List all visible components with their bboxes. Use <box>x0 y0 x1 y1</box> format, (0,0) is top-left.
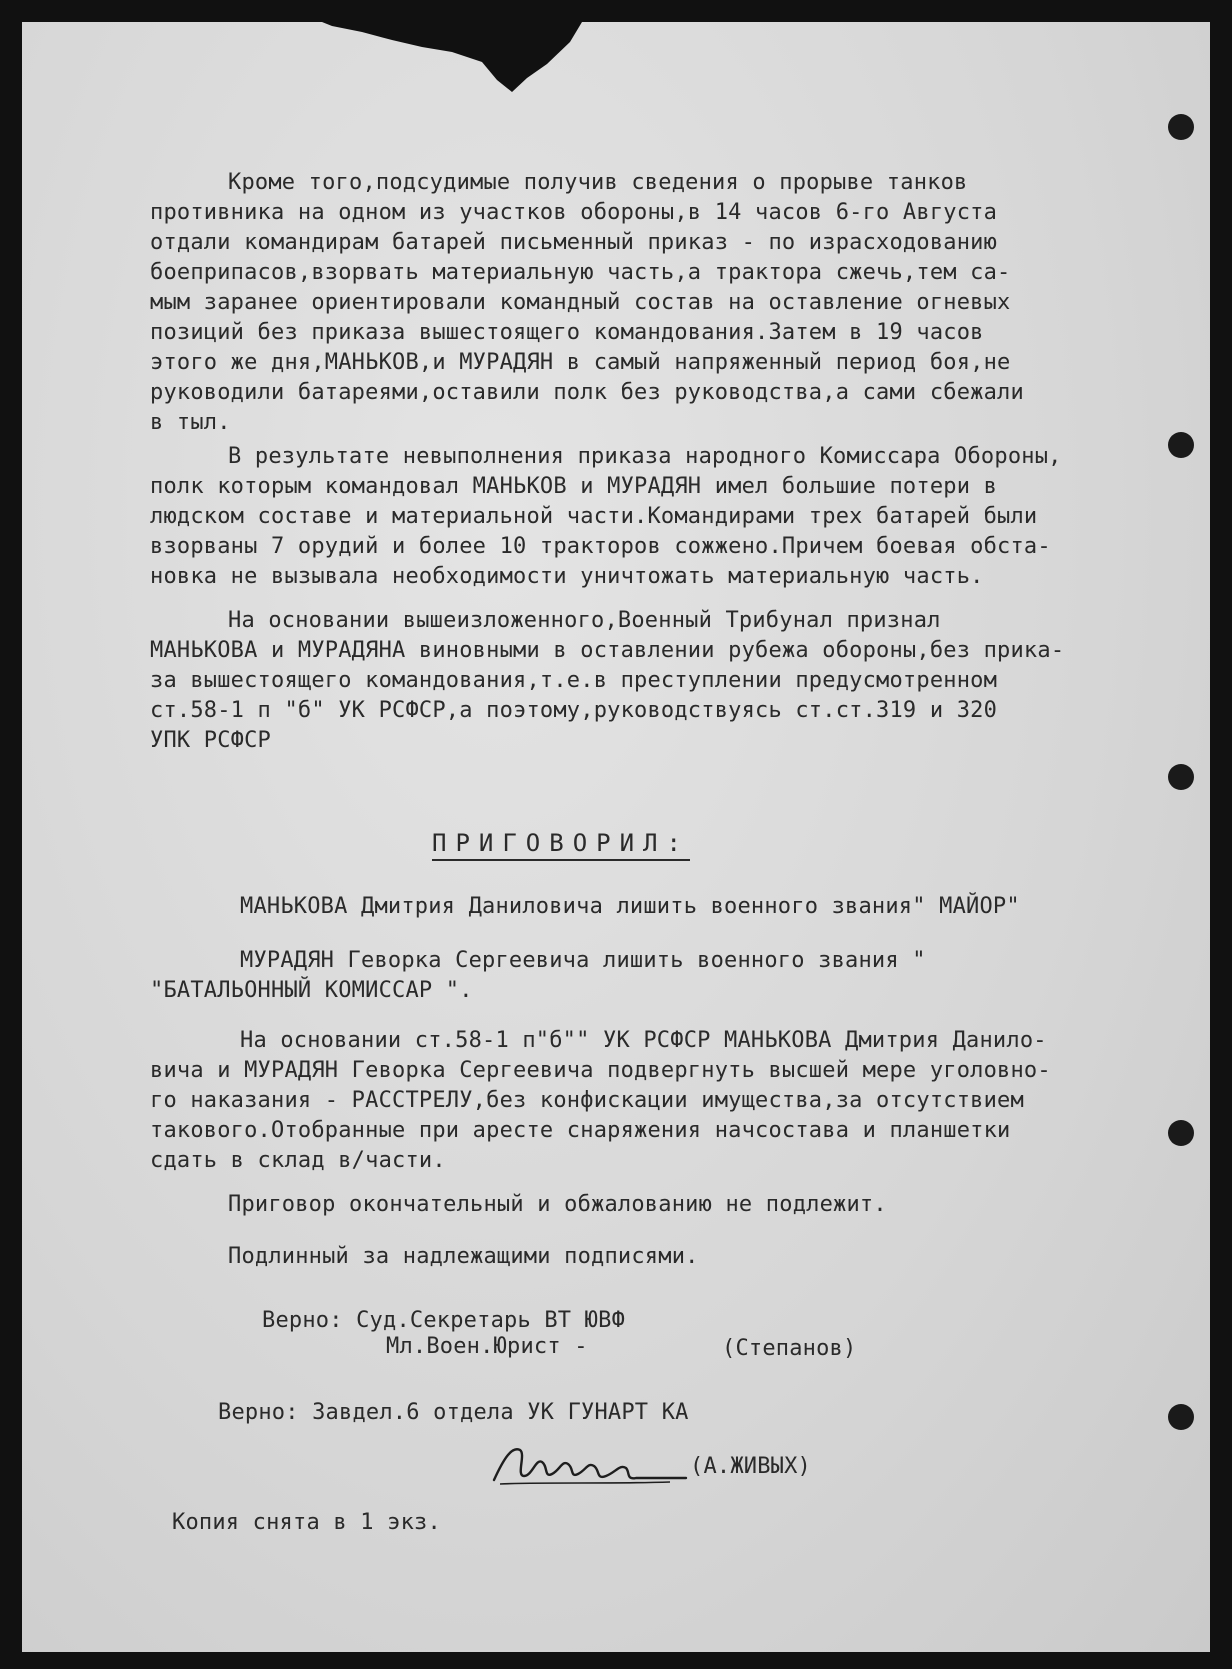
text-line: людском составе и материальной части.Командирами трех батарей были <box>150 504 1038 529</box>
text-line: На основании ст.58-1 п"б"" УК РСФСР МАНЬКОВА Дмитрия Данило- <box>240 1028 1047 1053</box>
text-line: УПК РСФСР <box>150 728 272 753</box>
text-line: мым заранее ориентировали командный состав на оставление огневых <box>150 290 1011 315</box>
text-line: полк которым командовал МАНЬКОВ и МУРАДЯН имел большие потери в <box>150 474 998 499</box>
attest-name-stepanov: (Степанов) <box>722 1336 857 1361</box>
document-sheet <box>22 22 1210 1652</box>
text-line: вича и МУРАДЯН Геворка Сергеевича подвергнуть высшей мере уголовно- <box>150 1058 1051 1083</box>
text-line: противника на одном из участков обороны,в 14 часов 6-го Августа <box>150 200 998 225</box>
verdict-heading: ПРИГОВОРИЛ: <box>432 827 690 861</box>
text-line: На основании вышеизложенного,Военный Трибунал признал <box>228 608 941 633</box>
verdict-line: МАНЬКОВА Дмитрия Даниловича лишить военного звания" МАЙОР" <box>240 894 1020 919</box>
text-line: за вышестоящего командования,т.е.в преступлении предусмотренном <box>150 668 998 693</box>
text-line: этого же дня,МАНЬКОВ,и МУРАДЯН в самый напряженный период боя,не <box>150 350 1011 375</box>
text-line: боеприпасов,взорвать материальную часть,а трактора сжечь,тем са- <box>150 260 1011 285</box>
text-line: руководили батареями,оставили полк без руководства,а сами сбежали <box>150 380 1024 405</box>
text-line: новка не вызывала необходимости уничтожать материальную часть. <box>150 564 984 589</box>
text-line: в тыл. <box>150 410 231 435</box>
attest-name-zhivykh: (А.ЖИВЫХ) <box>690 1454 812 1479</box>
text-line: В результате невыполнения приказа народного Комиссара Обороны, <box>228 444 1062 469</box>
final-statement: Приговор окончательный и обжалованию не подлежит. <box>228 1192 887 1217</box>
text-line: отдали командирам батарей письменный приказ - по израсходованию <box>150 230 998 255</box>
attest-secretary: Верно: Суд.Секретарь ВТ ЮВФ <box>262 1308 626 1333</box>
document-text <box>22 22 1210 1652</box>
text-line: ст.58-1 п "б" УК РСФСР,а поэтому,руководствуясь ст.ст.319 и 320 <box>150 698 998 723</box>
text-line: позиций без приказа вышестоящего командования.Затем в 19 часов <box>150 320 984 345</box>
handwritten-signature <box>490 1440 690 1488</box>
text-line: го наказания - РАССТРЕЛУ,без конфискации имущества,за отсутствием <box>150 1088 1024 1113</box>
text-line: МАНЬКОВА и МУРАДЯНА виновными в оставлении рубежа обороны,без прика- <box>150 638 1065 663</box>
text-line: такового.Отобранные при аресте снаряжения начсостава и планшетки <box>150 1118 1011 1143</box>
text-line: сдать в склад в/части. <box>150 1148 446 1173</box>
text-line: взорваны 7 орудий и более 10 тракторов сожжено.Причем боевая обста- <box>150 534 1051 559</box>
attest-head: Верно: Завдел.6 отдела УК ГУНАРТ КА <box>218 1400 689 1425</box>
verdict-line: МУРАДЯН Геворка Сергеевича лишить военного звания " <box>240 948 926 973</box>
verdict-line: "БАТАЛЬОННЫЙ КОМИССАР ". <box>150 978 473 1003</box>
copy-note: Копия снята в 1 экз. <box>172 1510 441 1535</box>
text-line: Кроме того,подсудимые получив сведения о прорыве танков <box>228 170 968 195</box>
attest-rank: Мл.Воен.Юрист - <box>386 1334 588 1359</box>
original-note: Подлинный за надлежащими подписями. <box>228 1244 699 1269</box>
